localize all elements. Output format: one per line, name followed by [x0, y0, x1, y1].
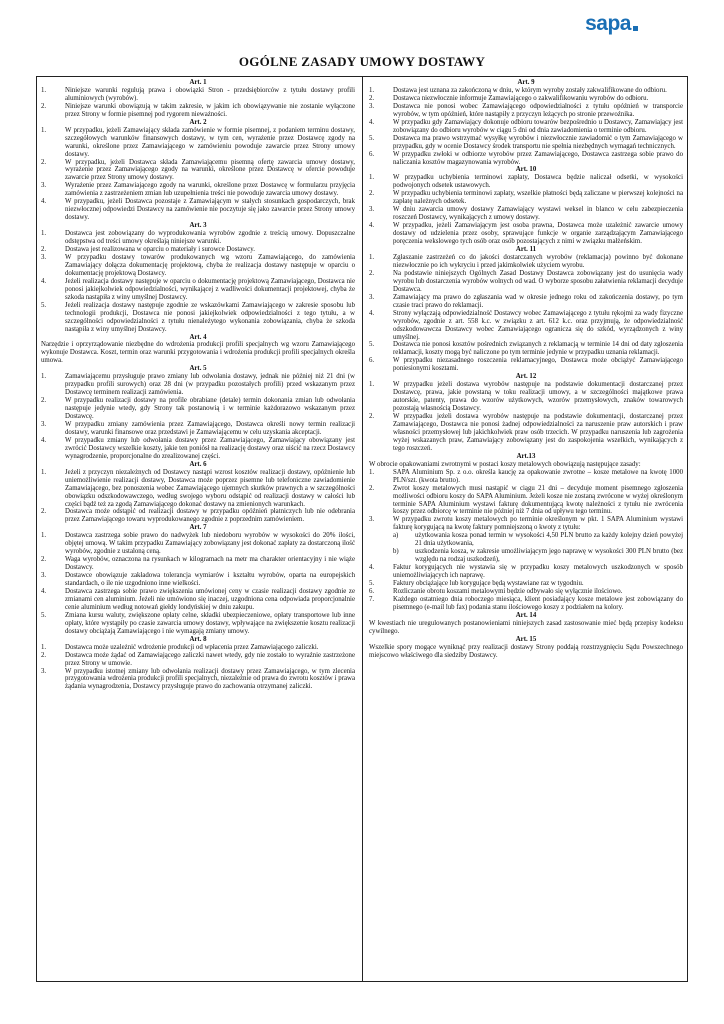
clause — [41, 246, 355, 254]
clause — [369, 469, 683, 485]
clause-number: 5. — [41, 611, 47, 619]
clause-number: 2. — [369, 484, 375, 492]
clause — [369, 95, 683, 103]
clause-text: Dostawca ma prawo wstrzymać wysyłkę wyrobów i niezwłocznie zawiadomić o tym Zamawiającego w przypadku, gdy w ocenie Dostawcy środek transportu nie spełnia niezbędnych wymagań technicznych. — [393, 134, 683, 150]
clause-text: W przypadku, jeżeli Dostawca pozostaje z Zamawiającym w stałych stosunkach gospodarczych, brak niezwłocznej odpowiedzi Dostawcy na zamówienie nie poczytuje się jako zawarcie przez Strony umowy dostawy. — [65, 198, 355, 222]
clause — [41, 254, 355, 278]
clause — [41, 302, 355, 334]
clause — [369, 151, 683, 167]
clause-number: 2. — [41, 158, 47, 166]
clause-text: W przypadku, jeżeli Zamawiającym jest osoba prawna, Dostawca może uzależnić zawarcie umowy dostawy od udzielenia przez osoby, sprawujące funkcje w organie zarządzającym Zamawiającego poręczenia wekslowego tych osób oraz osób pozostających z nimi w związku małżeńskim. — [393, 222, 683, 246]
article-paragraph: Narzędzie i oprzyrządowanie niezbędne do wdrożenia produkcji profili specjalnych wg wzoru Zamawiającego wykonuje Dostawca. Koszt, termin oraz warunki przygotowania i wdrożenia produkcji profili specjalnych określa umowa. — [41, 341, 355, 365]
article-heading: Art. 14 — [515, 611, 537, 619]
clause-number: 3. — [369, 516, 375, 524]
clause-text: W dniu zawarcia umowy dostawy Zamawiający wystawi weksel in blanco w celu zabezpieczenia roszczeń Dostawcy, wynikających z umowy dostawy. — [393, 206, 683, 222]
document-title: OGÓLNE ZASADY UMOWY DOSTAWY — [238, 54, 486, 69]
clause-number: 2. — [369, 413, 375, 421]
clause-text: Niniejsze warunki regulują prawa i obowiązki Stron - przedsiębiorców z tytułu dostawy profili aluminiowych (wyrobów). — [65, 86, 355, 102]
clause-text: Dostawca jest zobowiązany do wyprodukowania wyrobów zgodnie z treścią umowy. Dopuszczalne odstępstwa od treści umowy określają niniejsze warunki. — [65, 230, 355, 246]
clause — [369, 174, 683, 190]
clause-number: 3. — [41, 572, 47, 580]
article-heading: Art. 6 — [189, 460, 207, 468]
clause — [369, 485, 683, 517]
clause — [41, 588, 355, 612]
clause-number: 5. — [369, 341, 375, 349]
clause-text: Wyrażenie przez Zamawiającego zgody na warunki, określone przez Dostawcę w formularzu przyjęcia zamówienia z zastrzeżeniem zmian lub uzupełnienia treści nie powoduje zawarcia umowy dostawy. — [65, 182, 355, 198]
clause — [41, 230, 355, 246]
clause-text: użytkowania kosza ponad termin w wysokości 4,50 PLN brutto za każdy kolejny dzień powyżej 21 dnia użytkowania, — [415, 532, 683, 548]
clause-text: W przypadku realizacji dostawy na profile obrabiane (detale) termin dokonania zmian lub odwołania następuje jedynie wtedy, gdy Strony tak postanowią i w terminie każdorazowo wskazanym przez Dostawcę. — [65, 397, 355, 421]
clause-number: 6. — [369, 588, 375, 595]
clause-number: 3. — [41, 182, 47, 190]
clause — [369, 381, 683, 413]
clause-text: Dostawca nie ponosi kosztów pośrednich związanych z reklamacją w terminie 14 dni od daty zgłoszenia reklamacji, koszty mogą być naliczone po tym terminie jedynie w przypadku uznania reklamacji. — [393, 341, 683, 357]
clause — [41, 437, 355, 461]
clause — [41, 532, 355, 556]
clause-number: 4. — [369, 309, 375, 317]
clause-number: 1. — [41, 643, 47, 651]
sapa-logo — [585, 12, 638, 36]
article-heading: Art. 7 — [189, 524, 207, 532]
clause — [41, 421, 355, 437]
clause-text: Zgłaszanie zastrzeżeń co do jakości dostarczanych wyrobów (reklamacja) powinno być dokonane niezwłocznie po ich wykryciu i przed jakimkolwiek użyciem wyrobu. — [393, 253, 683, 269]
clause — [369, 341, 683, 357]
clause-text: Na podstawie niniejszych Ogólnych Zasad Dostawy Dostawca zobowiązany jest do usunięcia wady wyrobu lub dostarczenia wyrobów wolnych od wad. O wyborze sposobu załatwienia reklamacji decyduje Dostawca. — [393, 269, 683, 293]
clause — [369, 516, 683, 532]
clause-number: 7. — [369, 595, 375, 603]
clause-text: W przypadku jeżeli dostawa wyrobów następuje na podstawie dokumentacji dostarczanej przez Dostawcę, prawa, jakie powstaną w toku realizacji umowy, a w szczególności majątkowe prawa autorskie, patenty, prawa do wzorów użytkowych, wzorów przemysłowych, znaków towarowych pozostają własnością Dostawcy. — [393, 381, 683, 413]
article-heading: Art. 15 — [515, 635, 537, 643]
clause — [41, 198, 355, 222]
clause-number: 2. — [41, 651, 47, 659]
clause-number: 1. — [41, 230, 47, 238]
clause-text: W przypadku zmiany zamówienia przez Zamawiającego, Dostawca określi nowy termin realizacji dostawy, warunki finansowe oraz przedstawi je Zamawiającemu w celu uzyskania akceptacji. — [65, 420, 355, 436]
clause-number: 4. — [369, 222, 375, 230]
clause-text: Dostawce obowiązuje zakładowa tolerancja wymiarów i kształtu wyrobów, oparta na europejskich standardach, o ile nie uzgodniono inne wielkości. — [65, 572, 355, 588]
article-heading: Art. 1 — [189, 79, 207, 86]
clause-number: 2. — [41, 102, 47, 110]
clause-text: Dostawca może odstąpić od realizacji dostawy w przypadku opóźnień płatniczych lub nie odebrania przez Zamawiającego towaru wyprodukowanego zgodnie z poprzednim zamówieniem. — [65, 508, 355, 524]
clause — [369, 87, 683, 95]
sub-clause — [369, 532, 683, 548]
clause-text: W przypadku, jeżeli Zamawiający składa zamówienie w formie pisemnej, z podaniem terminu dostawy, szczegółowych warunków finansowych dostawy, w tym cen, wyrażenie przez Dostawcę zgody na warunki, określone przez Zamawiającego w zamówieniu powoduje zawarcie przez Strony umowy dostawy. — [65, 126, 355, 158]
article-heading: Art. 12 — [515, 373, 537, 381]
clause-text: Dostawca niezwłocznie informuje Zamawiającego o zakwalifikowaniu wyrobów do odbioru. — [393, 94, 649, 102]
clause — [369, 564, 683, 580]
clause — [41, 668, 355, 692]
clause — [369, 413, 683, 453]
clause — [41, 159, 355, 183]
clause — [369, 135, 683, 151]
clause-number: b) — [393, 548, 399, 556]
clause — [41, 652, 355, 668]
clause-number: 2. — [41, 556, 47, 564]
clause-text: Faktur korygujących nie wystawia się w przypadku koszy metalowych uszkodzonych w sposób uniemożliwiających ich naprawę. — [393, 564, 683, 580]
clause-text: W przypadku gdy Zamawiający dokonuje odbioru towarów bezpośrednio u Dostawcy, Zamawiający jest zobowiązany do odbioru wyrobów w ciągu 5 dni od dnia zawiadomienia o terminie odbioru. — [393, 118, 683, 134]
clause-number: 1. — [369, 86, 375, 94]
article-heading: Art. 4 — [189, 333, 207, 341]
clause-number: 5. — [41, 301, 47, 309]
clause — [41, 87, 355, 103]
clause-text: W przypadku istotnej zmiany lub odwołania realizacji dostawy przez Zamawiającego, w tym zlecenia przygotowania wdrożenia produkcji profili specjalnych, niezależnie od prawa do zwrotu kosztów i prawa żądania wynagrodzenia, Dostawcy przysługuje prawo do zachowania otrzymanej zaliczki. — [65, 667, 355, 691]
clause-number: 4. — [41, 588, 47, 595]
clause-text: Strony wyłączają odpowiedzialność Dostawcy wobec Zamawiającego z tytułu rękojmi za wady fizyczne wyrobów, zgodnie z art. 558 k.c. w związku z art. 612 k.c. oraz przyjmują, że odpowiedzialność odszkodowawcza Dostawcy wobec Zamawiającego ogranicza się do szkód, wyrządzonych z winy umyślnej. — [393, 309, 683, 341]
clause — [41, 278, 355, 302]
clause-text: W przypadku zmiany lub odwołania dostawy przez Zamawiającego, Zamawiający obowiązany jest zwrócić Dostawcy wszelkie koszty, jakie ten poniósł na realizację dostawy oraz uiścić na rzecz Dostawcy wynagrodzenie, proporcjonalne do zrealizowanej części. — [65, 436, 355, 460]
article-heading: Art. 5 — [189, 365, 207, 373]
clause-number: 4. — [41, 277, 47, 285]
clause-text: W przypadku zwrotu koszy metalowych po terminie określonym w pkt. 1 SAPA Aluminium wystawi fakturę korygującą na kwotę faktury pomniejszoną o kwoty z tytułu: — [393, 516, 683, 532]
clause-text: Zwrot koszy metalowych musi nastąpić w ciągu 21 dni – decyduje moment pisemnego zgłoszenia możliwości odbioru koszy do SAPA Aluminium. Jeżeli kosze nie zostaną zwrócone w wyżej określonym terminie SAPA Aluminium wystawi fakturę dokumentującą kwotę należności z tytułu nie zwrócenia koszy przez odbiorcę w terminie nie później niż 7 dnia od upływu tego terminu. — [393, 484, 683, 516]
clause-text: Dostawca może żądać od Zamawiającego zaliczki nawet wtedy, gdy nie zostało to wyraźnie zastrzeżone przez Strony w umowie. — [65, 651, 355, 667]
clause-text: Dostawa jest uznana za zakończoną w dniu, w którym wyroby zostały zakwalifikowane do odbioru. — [393, 86, 667, 94]
clause-number: 3. — [41, 420, 47, 428]
clause — [41, 397, 355, 421]
clause-text: Rozliczanie obrotu koszami metalowymi będzie odbywało się wyłącznie ilościowo. — [393, 588, 623, 595]
article-paragraph: W kwestiach nie uregulowanych postanowieniami niniejszych zasad zastosowanie mieć będą przepisy kodeksu cywilnego. — [369, 619, 683, 635]
clause-text: Jeżeli z przyczyn niezależnych od Dostawcy nastąpi wzrost kosztów realizacji dostawy, opóźnienie lub uniemożliwienie realizacji dostawy, Dostawca może poprzez pisemne lub telefoniczne zawiadomienie Zamawiającego, bez ponoszenia wobec Zamawiającego ujemnych skutków prawnych a w szczególności obowiązku odszkodowawczego, według swojego wyboru odstąpić od realizacji dostawy w całości lub części bądź też za zgodą Zamawiającego dokonać dostawy na zmienionych warunkach. — [65, 468, 355, 508]
clause — [41, 127, 355, 159]
clause-number: 3. — [369, 293, 375, 301]
terms-frame — [36, 76, 688, 982]
clause — [41, 373, 355, 397]
logo-text: sapa — [585, 12, 631, 35]
clause-text: Faktury obciążające lub korygujące będą wystawiane raz w tygodniu. — [393, 580, 584, 588]
clause-text: SAPA Aluminium Sp. z o.o. określa kaucję za opakowanie zwrotne – kosze metalowe na kwotę 1000 PLN/szt. (kwota brutto). — [393, 468, 683, 484]
clause-text: Jeżeli realizacja dostawy następuje w oparciu o dokumentację projektową Zamawiającego, Dostawca nie ponosi jakiejkolwiek odpowiedzialności, wynikającej z wadliwości dokumentacji projektowej, chyba że szkoda nastąpiła z winy umyślnej Dostawcy. — [65, 277, 355, 301]
clause — [369, 596, 683, 612]
article-heading: Art. 2 — [189, 118, 207, 126]
clause-text: Niniejsze warunki obowiązują w takim zakresie, w jakim ich obowiązywanie nie zostanie wyłączone przez Strony w formie pisemnej pod rygorem nieważności. — [65, 102, 355, 118]
left-column — [41, 79, 355, 979]
clause-text: Dostawca nie ponosi wobec Zamawiającego odpowiedzialności z tytułu opóźnień w transporcie wyrobów, w tym opóźnień, które nastąpiły z przyczyn leżących po stronie przewoźnika. — [393, 102, 683, 118]
clause-number: 2. — [41, 397, 47, 405]
clause-text: Zmiana kursu waluty, zwiększone opłaty celne, składki ubezpieczeniowe, opłaty transportowe lub inne opłaty, które wystąpiły po czasie zawarcia umowy dostawy, wpływające na zwiększenie kosztu realizacji dostawy obciążają Zamawiającego i nie wymagają zmiany umowy. — [65, 611, 355, 635]
clause-text: Dostawca zastrzega sobie prawo zwiększenia umówionej ceny w czasie realizacji dostawy zgodnie ze zmianami cen aluminium. Jeżeli nie umówiono się inaczej, uzgodniona cena odpowiada proporcjonalnie cenie aluminium według notowań giełdy londyńskiej w dniu zakupu. — [65, 588, 355, 611]
clause — [41, 182, 355, 198]
clause — [369, 310, 683, 342]
clause — [41, 508, 355, 524]
clause-number: 3. — [369, 206, 375, 214]
clause-number: 1. — [369, 468, 375, 476]
clause — [41, 572, 355, 588]
clause-text: W przypadku dostawy towarów produkowanych wg wzoru Zamawiającego, do zamówienia Zamawiający dołącza dokumentację projektową, chyba że realizacja dostawy następuje w oparciu o dokumentację projektową Dostawcy. — [65, 253, 355, 277]
article-heading: Art. 9 — [517, 79, 535, 86]
clause-number: 4. — [369, 118, 375, 126]
clause-text: Waga wyrobów, oznaczona na rysunkach w kilogramach na metr ma charakter orientacyjny i nie wiąże Dostawcy. — [65, 556, 355, 572]
article-heading: Art. 11 — [515, 246, 537, 254]
column-divider — [362, 77, 363, 981]
clause-number: 2. — [41, 246, 47, 254]
clause-number: 1. — [369, 174, 375, 182]
clause-number: 5. — [369, 580, 375, 588]
clause — [369, 222, 683, 246]
clause-number: 2. — [369, 190, 375, 198]
clause-text: uszkodzenia kosza, w zakresie umożliwiającym jego naprawę w wysokości 300 PLN brutto (bez względu na rodzaj uszkodzeń), — [415, 548, 683, 564]
clause-text: Jeżeli realizacja dostawy następuje zgodnie ze wskazówkami Zamawiającego w zakresie sposobu lub technologii produkcji, Dostawca nie ponosi jakiejkolwiek odpowiedzialności z tego tytułu, a w szczególności odpowiedzialności z tytułu nienależytego wykonania zobowiązania, chyba że szkoda nastąpiła z winy umyślnej Dostawcy. — [65, 301, 355, 333]
clause-text: Dostawa jest realizowana w oparciu o materiały i surowce Dostawcy. — [65, 246, 255, 254]
right-column — [369, 79, 683, 979]
article-heading: Art. 3 — [189, 222, 207, 230]
clause — [369, 294, 683, 310]
clause — [369, 580, 683, 588]
clause — [41, 103, 355, 119]
clause-number: 2. — [369, 94, 375, 102]
clause-text: Zamawiającemu przysługuje prawo zmiany lub odwołania dostawy, jednak nie później niż 21 dni (w przypadku profili surowych) oraz 28 dni (w przypadku pozostałych profili) przed wskazanym przez Dostawcę terminem realizacji zamówienia. — [65, 373, 355, 397]
clause-number: 3. — [41, 667, 47, 675]
clause — [369, 206, 683, 222]
clause-number: 2. — [369, 269, 375, 277]
clause-number: 5. — [369, 134, 375, 142]
logo-dot — [633, 26, 638, 31]
clause-number: 3. — [369, 102, 375, 110]
clause-number: 6. — [369, 150, 375, 158]
clause-text: Zamawiający ma prawo do zgłaszania wad w okresie jednego roku od zakończenia dostawy, po tym czasie traci prawo do reklamacji. — [393, 293, 683, 309]
clause-number: 1. — [41, 468, 47, 476]
clause — [369, 190, 683, 206]
clause-text: W przypadku uchybienia terminowi zapłaty, wszelkie płatności będą zaliczane w pierwszej kolejności na zapłatę należnych odsetek. — [393, 190, 683, 206]
clause — [41, 644, 355, 652]
clause-number: 1. — [41, 373, 47, 381]
clause — [369, 270, 683, 294]
clause — [369, 588, 683, 596]
clause-number: a) — [393, 532, 399, 540]
clause-text: Dostawca może uzależnić wdrożenie produkcji od wpłacenia przez Zamawiającego zaliczki. — [65, 643, 319, 651]
sub-clause — [369, 548, 683, 564]
clause — [41, 469, 355, 509]
article-paragraph: Wszelkie spory mogące wyniknąć przy realizacji dostawy Strony poddają rozstrzygnięciu Sądu Powszechnego miejscowo właściwego dla siedziby Dostawcy. — [369, 643, 683, 659]
clause — [41, 556, 355, 572]
clause-text: W przypadku zwłoki w odbiorze wyrobów przez Zamawiającego, Dostawca zastrzega sobie prawo do naliczania kosztów magazynowania wyrobów. — [393, 150, 683, 166]
clause — [369, 357, 683, 373]
clause-text: W przypadku uchybienia terminowi zapłaty, Dostawca będzie naliczał odsetki, w wysokości podwojonych odsetek ustawowych. — [393, 174, 683, 190]
clause-number: 2. — [41, 508, 47, 516]
clause-number: 1. — [369, 381, 375, 389]
clause-number: 4. — [41, 436, 47, 444]
article-heading: Art. 8 — [189, 635, 207, 643]
clause-text: Dostawca zastrzega sobie prawo do nadwyżek lub niedoboru wyrobów w wysokości do 20% ilości, objętej umową. W takim przypadku Zamawiający zobowiązany jest dokonać zapłaty za dostarczoną ilość wyrobów, zgodnie z ustaloną ceną. — [65, 532, 355, 556]
article-heading: Art. 10 — [515, 166, 537, 174]
clause — [369, 254, 683, 270]
clause-text: W przypadku jeżeli dostawa wyrobów następuje na podstawie dokumentacji, dostarczanej przez Zamawiającego, Dostawca nie ponosi żadnej odpowiedzialności za naruszenie praw autorskich i praw własności przemysłowej lub jakichkolwiek praw osób trzecich. W przypadku naruszenia lub zagrożenia wyżej wskazanych praw, Zamawiający zobowiązany jest do zaspokojenia wszelkich, wynikających z tego roszczeń. — [393, 413, 683, 452]
clause — [369, 119, 683, 135]
article-paragraph: W obrocie opakowaniami zwrotnymi w postaci koszy metalowych obowiązują następujące zasady: — [369, 460, 641, 468]
article-heading: Art.13 — [516, 452, 536, 460]
clause-text: Każdego ostatniego dnia roboczego miesiąca, klient posiadający kosze metalowe jest zobowiązany do pisemnego (e-mail lub fax) podania stanu ilościowego koszy z podziałem na kolory. — [393, 595, 683, 611]
clause — [369, 103, 683, 119]
clause-number: 6. — [369, 357, 375, 365]
clause-text: W przypadku niezasadnego roszczenia reklamacyjnego, Dostawca może obciążyć Zamawiającego poniesionymi kosztami. — [393, 357, 683, 373]
clause-number: 1. — [41, 86, 47, 94]
clause — [41, 612, 355, 636]
clause-text: W przypadku, jeżeli Dostawca składa Zamawiającemu pisemną ofertę zawarcia umowy dostawy, wyrażenie przez Zamawiającego zgody na warunki, określone przez Dostawcę w ofercie powoduje zawarcie przez Strony umowy dostawy. — [65, 158, 355, 182]
clause-number: 1. — [41, 126, 47, 134]
clause-number: 4. — [41, 198, 47, 206]
clause-number: 3. — [41, 253, 47, 261]
clause-number: 1. — [41, 532, 47, 540]
clause-number: 4. — [369, 564, 375, 572]
clause-number: 1. — [369, 253, 375, 261]
